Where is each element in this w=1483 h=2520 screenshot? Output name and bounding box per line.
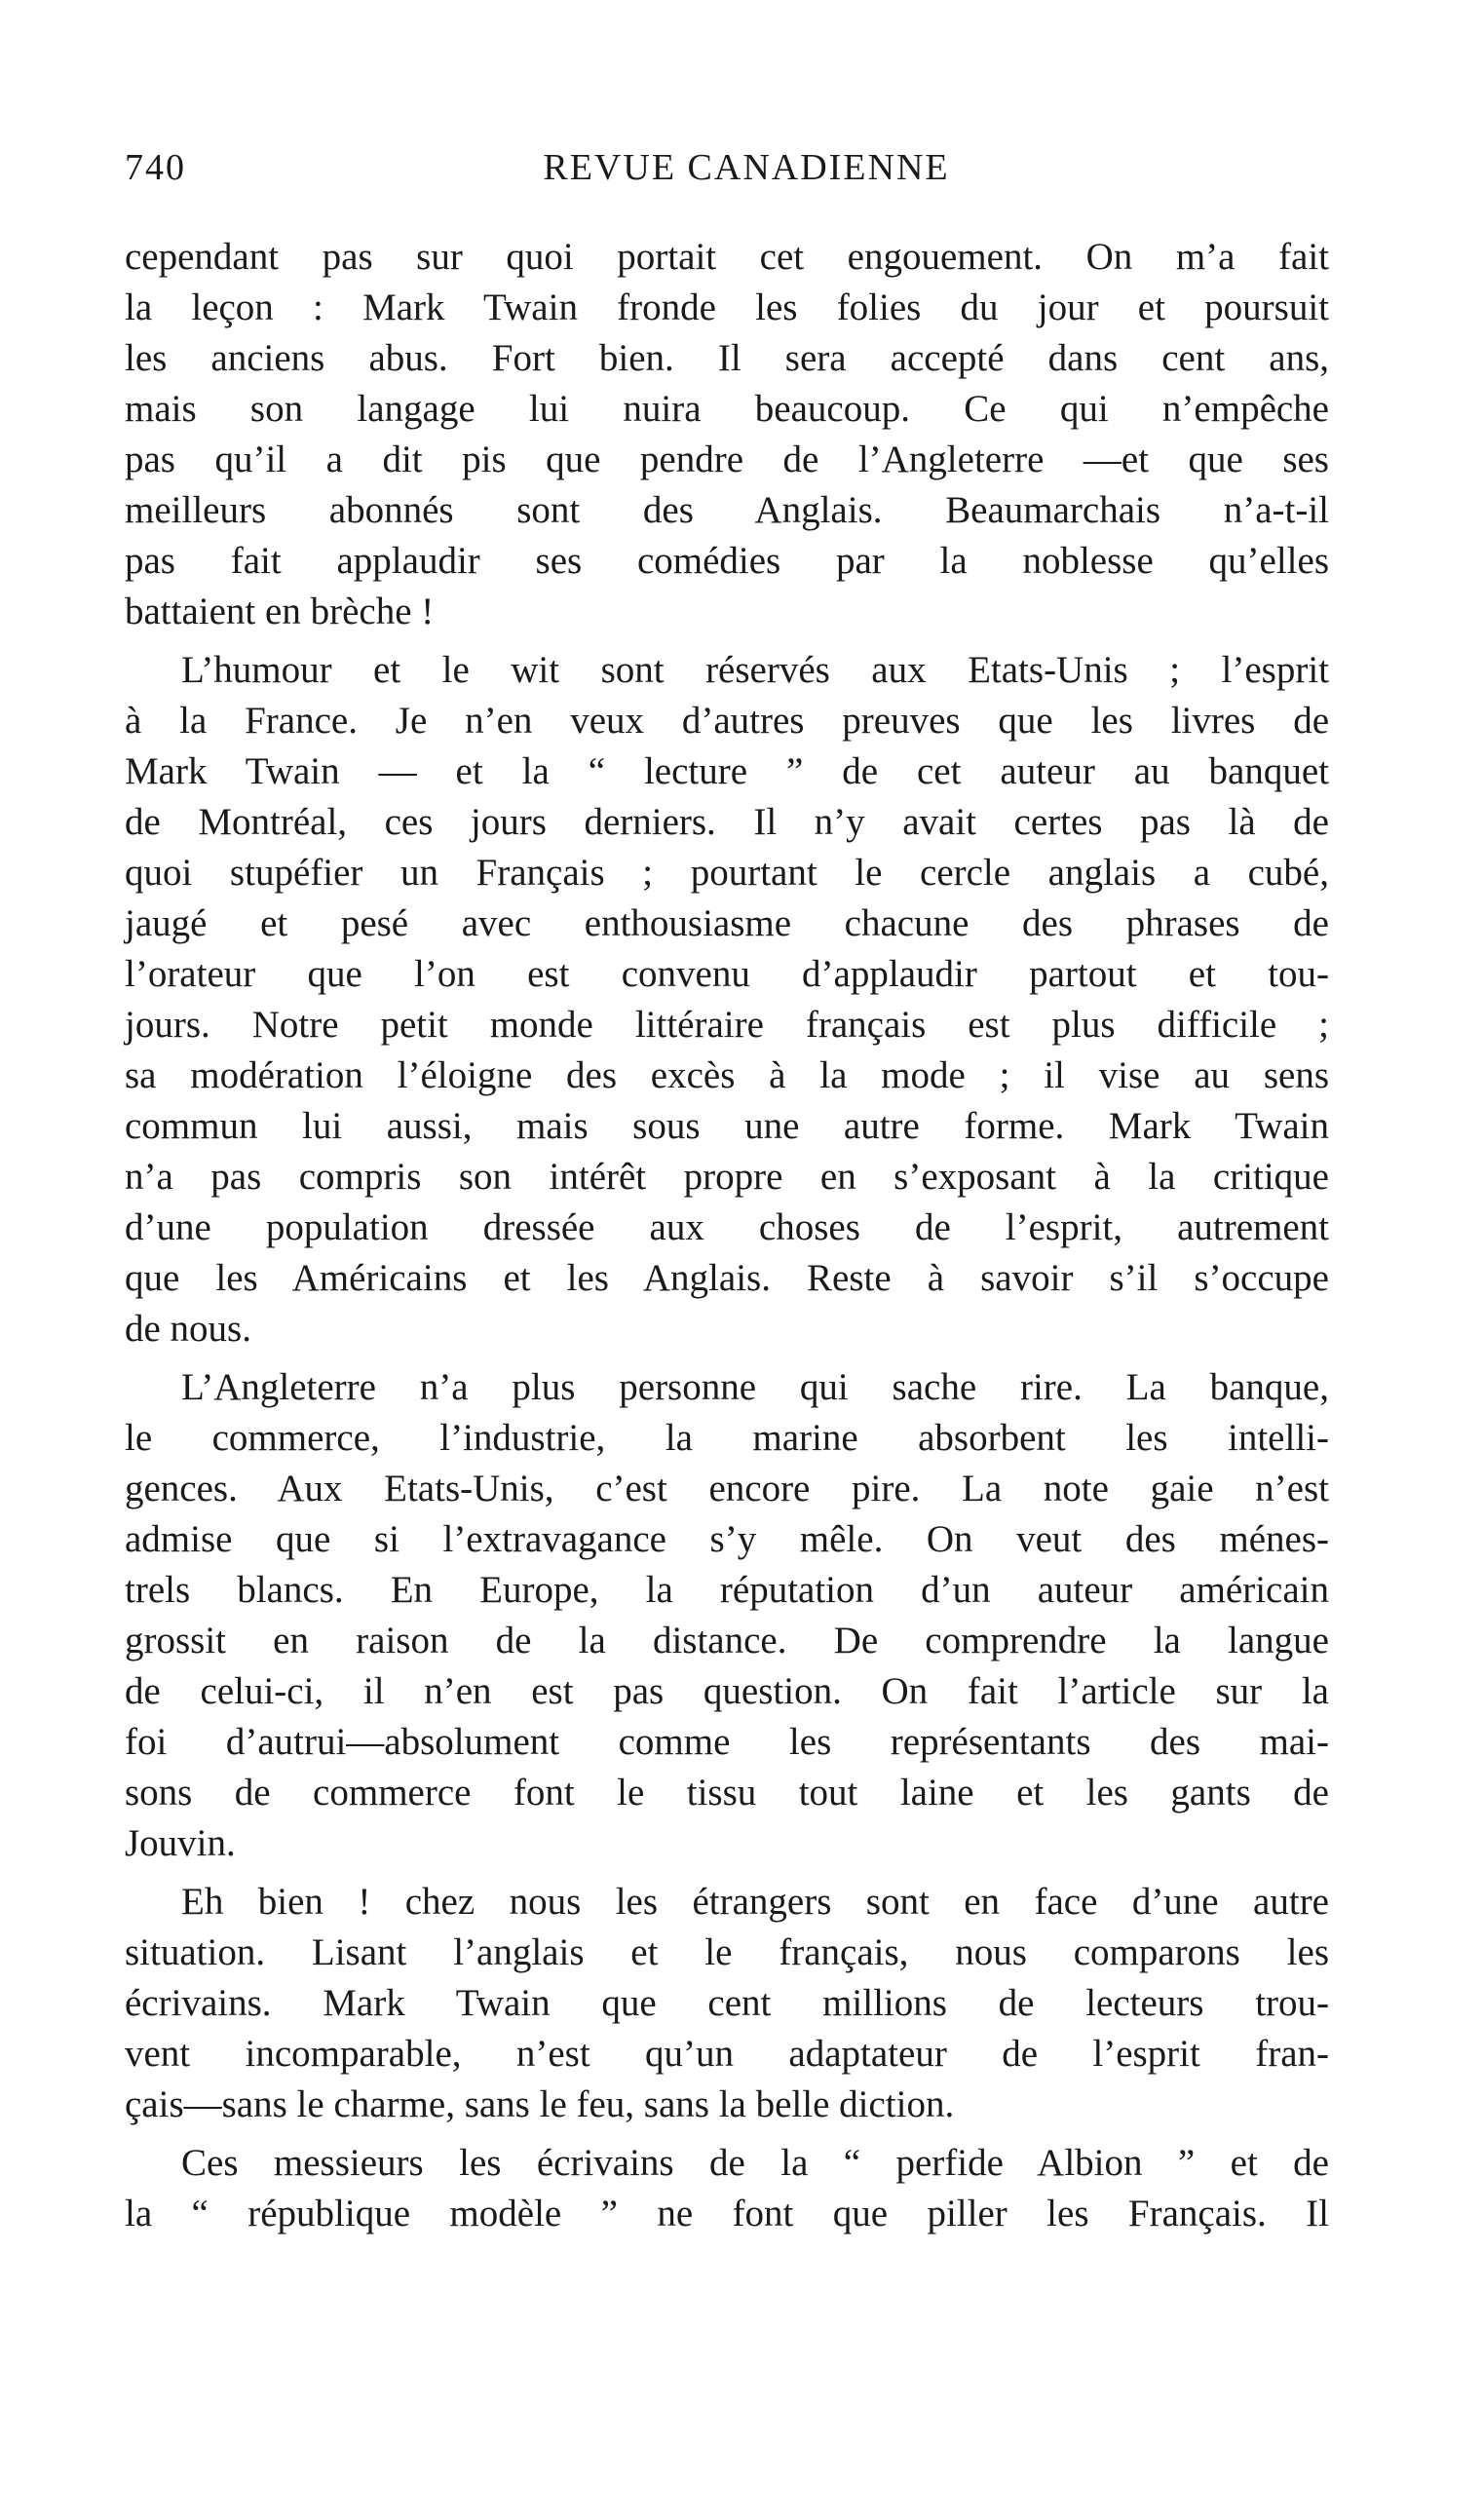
paragraph-2 <box>125 645 1329 1355</box>
text-line: écrivains. Mark Twain que cent millions de lecteurs trou- <box>125 1982 1329 2024</box>
text-line: L’Angleterre n’a plus personne qui sache rire. La banque, <box>181 1366 1329 1408</box>
text-line: Ces messieurs les écrivains de la “ perfide Albion ” et de <box>181 2142 1329 2184</box>
text-line: meilleurs abonnés sont des Anglais. Beaumarchais n’a-t-il <box>125 489 1329 531</box>
text-line: vent incomparable, n’est qu’un adaptateur de l’esprit fran- <box>125 2033 1329 2075</box>
text-line: de nous. <box>125 1308 251 1350</box>
text-line: la “ république modèle ” ne font que piller les Français. Il <box>125 2193 1329 2234</box>
book-page <box>125 146 1329 2247</box>
text-line: cependant pas sur quoi portait cet engouement. On m’a fait <box>125 236 1329 278</box>
text-line: foi d’autrui—absolument comme les représentants des mai- <box>125 1721 1329 1763</box>
text-line: quoi stupéfier un Français ; pourtant le cercle anglais a cubé, <box>125 852 1329 894</box>
text-line: les anciens abus. Fort bien. Il sera accepté dans cent ans, <box>125 337 1329 379</box>
text-line: n’a pas compris son intérêt propre en s’exposant à la critique <box>125 1156 1329 1198</box>
text-line: L’humour et le wit sont réservés aux Etats-Unis ; l’esprit <box>181 649 1329 691</box>
text-line: jours. Notre petit monde littéraire français est plus difficile ; <box>125 1004 1329 1046</box>
paragraph-4 <box>125 1877 1329 2130</box>
running-head <box>125 146 1329 205</box>
text-line: jaugé et pesé avec enthousiasme chacune des phrases de <box>125 902 1329 944</box>
text-line: pas fait applaudir ses comédies par la noblesse qu’elles <box>125 540 1329 582</box>
body-text <box>125 232 1329 2239</box>
paragraph-5 <box>125 2138 1329 2239</box>
text-line: commun lui aussi, mais sous une autre forme. Mark Twain <box>125 1105 1329 1147</box>
paragraph-3 <box>125 1362 1329 1869</box>
text-line: pas qu’il a dit pis que pendre de l’Angleterre —et que ses <box>125 439 1329 480</box>
text-line: situation. Lisant l’anglais et le français, nous comparons les <box>125 1931 1329 1973</box>
text-line: gences. Aux Etats-Unis, c’est encore pire. La note gaie n’est <box>125 1468 1329 1509</box>
journal-title: REVUE CANADIENNE <box>543 147 950 188</box>
text-line: grossit en raison de la distance. De comprendre la langue <box>125 1620 1329 1661</box>
text-line: battaient en brèche ! <box>125 591 435 632</box>
text-line: la leçon : Mark Twain fronde les folies du jour et poursuit <box>125 286 1329 328</box>
text-line: mais son langage lui nuira beaucoup. Ce qui n’empêche <box>125 388 1329 430</box>
text-line: que les Américains et les Anglais. Reste à savoir s’il s’occupe <box>125 1257 1329 1299</box>
text-line: à la France. Je n’en veux d’autres preuves que les livres de <box>125 700 1329 742</box>
text-line: d’une population dressée aux choses de l’esprit, autrement <box>125 1206 1329 1248</box>
text-line: sons de commerce font le tissu tout laine et les gants de <box>125 1772 1329 1814</box>
page-number: 740 <box>125 147 186 188</box>
text-line: de Montréal, ces jours derniers. Il n’y avait certes pas là de <box>125 801 1329 843</box>
text-line: Jouvin. <box>125 1822 236 1864</box>
text-line: de celui-ci, il n’en est pas question. On fait l’article sur la <box>125 1670 1329 1712</box>
paragraph-1 <box>125 232 1329 637</box>
text-line: sa modération l’éloigne des excès à la mode ; il vise au sens <box>125 1054 1329 1096</box>
text-line: Eh bien ! chez nous les étrangers sont en face d’une autre <box>181 1881 1329 1923</box>
text-line: çais—sans le charme, sans le feu, sans la belle diction. <box>125 2083 955 2125</box>
text-line: l’orateur que l’on est convenu d’applaudir partout et tou- <box>125 953 1329 995</box>
text-line: trels blancs. En Europe, la réputation d’un auteur américain <box>125 1569 1329 1611</box>
text-line: le commerce, l’industrie, la marine absorbent les intelli- <box>125 1417 1329 1459</box>
text-line: Mark Twain — et la “ lecture ” de cet auteur au banquet <box>125 750 1329 792</box>
text-line: admise que si l’extravagance s’y mêle. On veut des ménes- <box>125 1518 1329 1560</box>
